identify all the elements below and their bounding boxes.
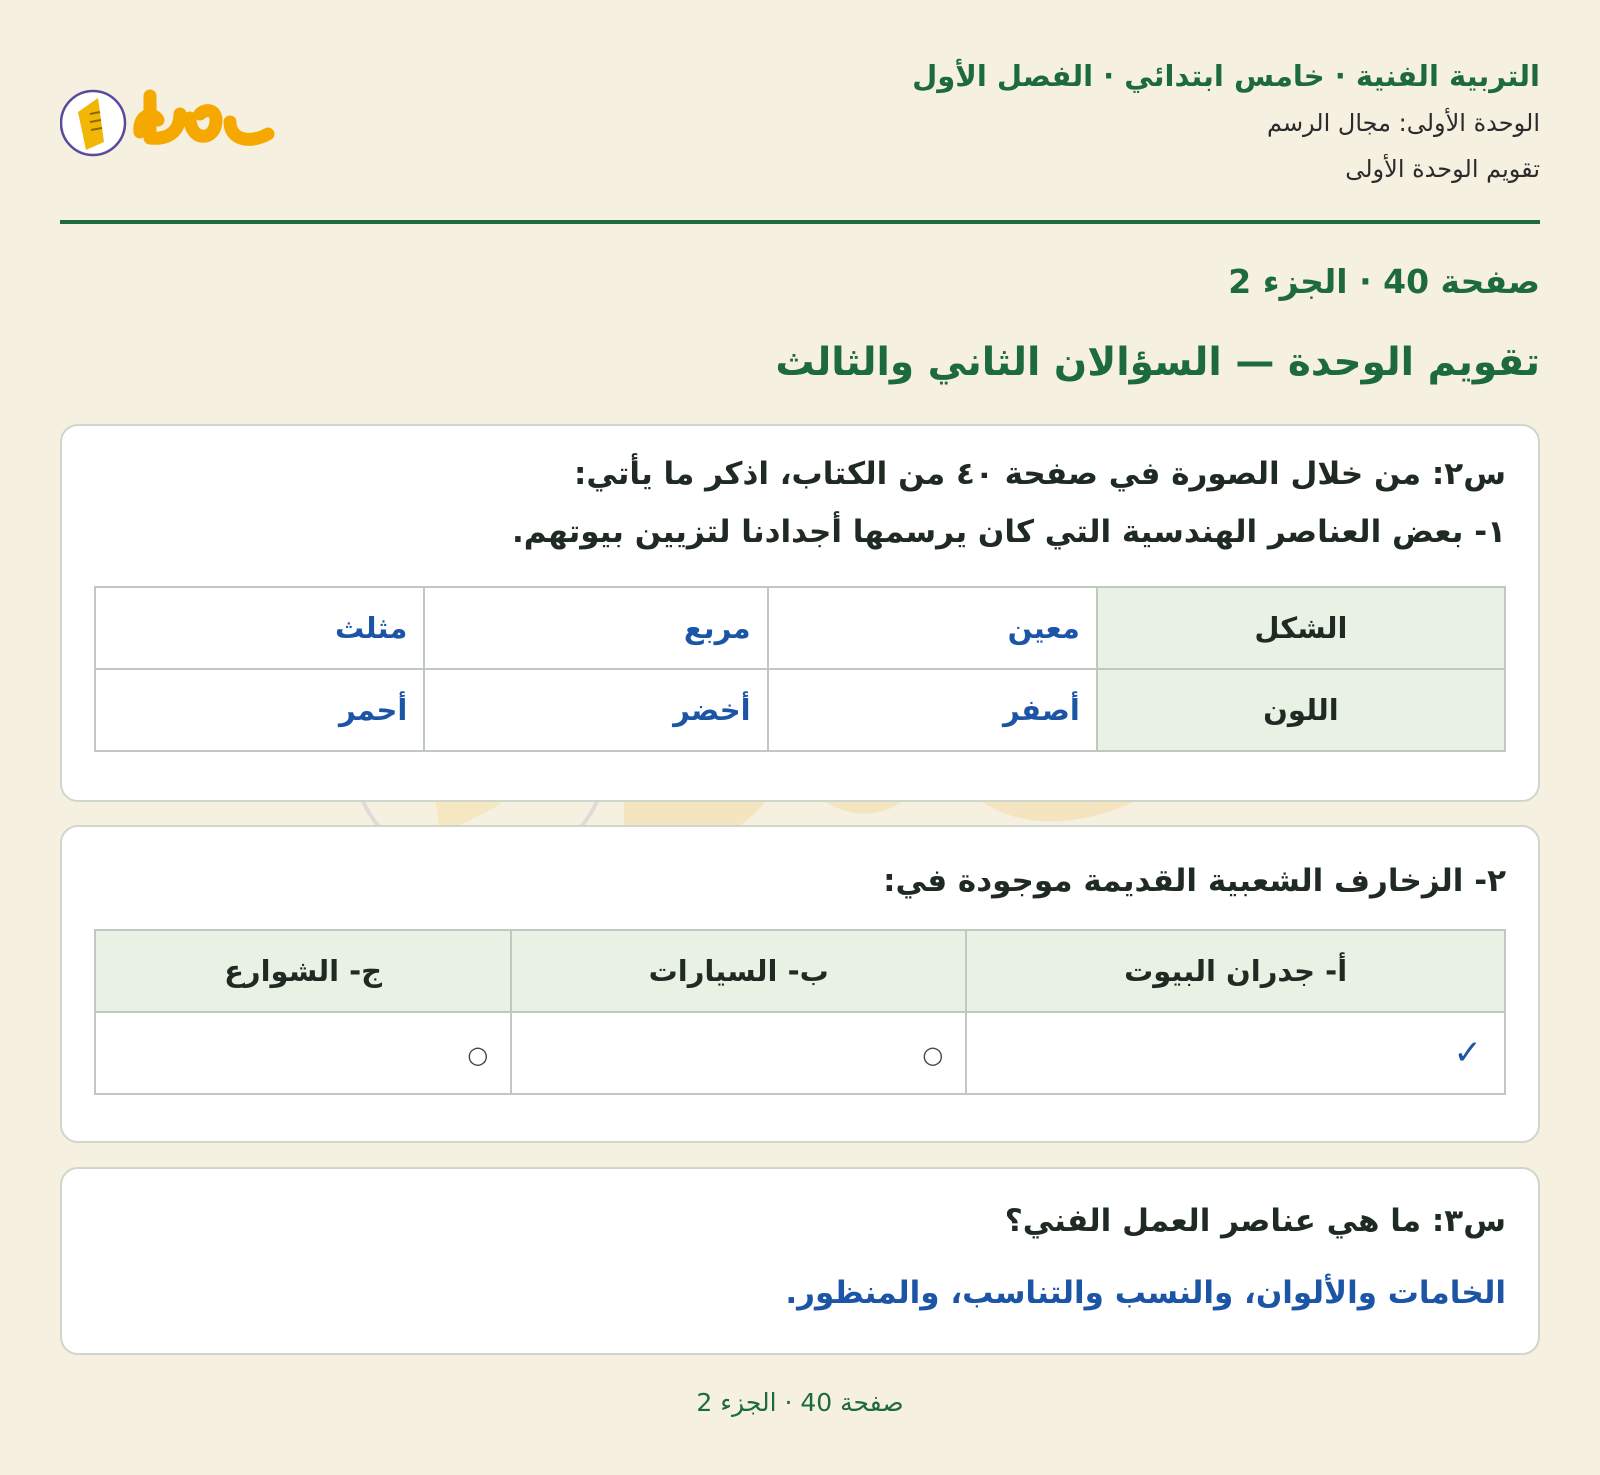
- table-row: [95, 587, 1505, 669]
- color-cell: أحمر: [95, 669, 424, 751]
- color-row-header: اللون: [1097, 669, 1505, 751]
- question-3-prompt: س٣: ما هي عناصر العمل الفني؟: [1004, 1203, 1506, 1239]
- page: [60, 0, 1540, 1475]
- shape-cell: معين: [768, 587, 1097, 669]
- option-header: أ- جدران البيوت: [966, 930, 1505, 1012]
- color-cell: أصفر: [768, 669, 1097, 751]
- option-mark-cell: [511, 1012, 966, 1094]
- options-table: [94, 929, 1506, 1095]
- header: [60, 50, 1540, 220]
- header-text: [912, 56, 1540, 186]
- table-row: [95, 930, 1505, 1012]
- shape-cell: مربع: [424, 587, 767, 669]
- subject-line: التربية الفنية · خامس ابتدائي · الفصل الأول: [912, 59, 1540, 93]
- shape-cell: مثلث: [95, 587, 424, 669]
- page-reference: صفحة 40 · الجزء 2: [1228, 262, 1540, 301]
- question-2-part-1: ١- بعض العناصر الهندسية التي كان يرسمها أجدادنا لتزيين بيوتهم.: [512, 514, 1506, 550]
- option-mark-cell: [966, 1012, 1505, 1094]
- header-divider: [60, 220, 1540, 224]
- question-2-part-2-card: [60, 825, 1540, 1143]
- shape-row-header: الشكل: [1097, 587, 1505, 669]
- color-cell: أخضر: [424, 669, 767, 751]
- question-3-answer: الخامات والألوان، والنسب والتناسب، والمنظور.: [785, 1275, 1506, 1311]
- circle-icon: ○: [467, 1041, 489, 1069]
- option-mark-cell: [95, 1012, 511, 1094]
- unit-line: الوحدة الأولى: مجال الرسم: [1266, 109, 1540, 137]
- lesson-line: تقويم الوحدة الأولى: [1345, 155, 1540, 183]
- section-title: تقويم الوحدة — السؤالان الثاني والثالث: [775, 340, 1540, 385]
- option-header: ب- السيارات: [511, 930, 966, 1012]
- option-header: ج- الشوارع: [95, 930, 511, 1012]
- shapes-colors-table: [94, 586, 1506, 752]
- brand-logo-icon: [60, 76, 280, 166]
- question-3-card: [60, 1167, 1540, 1355]
- footer-page-reference: صفحة 40 · الجزء 2: [696, 1388, 904, 1417]
- table-row: [95, 1012, 1505, 1094]
- question-2-part-2: ٢- الزخارف الشعبية القديمة موجودة في:: [883, 863, 1506, 899]
- table-row: [95, 669, 1505, 751]
- question-2-card: [60, 424, 1540, 802]
- question-2-prompt: س٢: من خلال الصورة في صفحة ٤٠ من الكتاب، اذكر ما يأتي:: [574, 456, 1506, 492]
- circle-icon: ○: [922, 1041, 944, 1069]
- check-icon: ✓: [1453, 1033, 1482, 1073]
